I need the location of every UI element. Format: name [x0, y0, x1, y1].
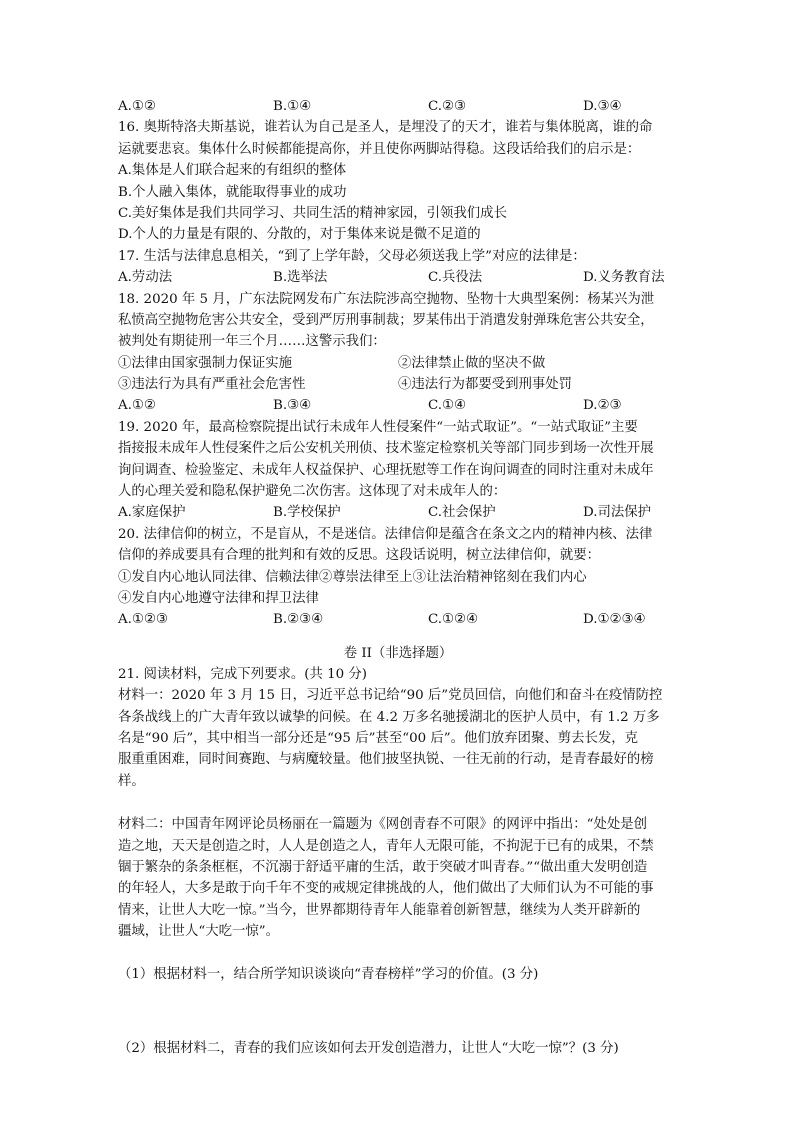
option-d: D.司法保护: [583, 505, 652, 521]
option-a: A.①②③: [118, 612, 168, 628]
q15-options: [118, 96, 678, 117]
q21-subquestion-2: （2）根据材料二，青春的我们应该如何去开发创造潜力，让世人“大吃一惊”？(3 分): [118, 1040, 619, 1056]
material-1-line: 各条战线上的广大青年致以诚挚的问候。在 4.2 万多名驰援湖北的医护人员中，有 1.2 万多: [118, 709, 660, 725]
q16-stem-line: 16. 奥斯特洛夫斯基说，谁若认为自己是圣人，是埋没了的天才，谁若与集体脱离，谁的命: [118, 120, 653, 136]
q20-statements: ④发自内心地遵守法律和捍卫法律: [118, 590, 319, 606]
q16-option-b: B.个人融入集体，就能取得事业的成功: [118, 184, 347, 200]
q20-options: [118, 609, 678, 630]
q16-option-d: D.个人的力量是有限的、分散的，对于集体来说是微不足道的: [118, 227, 481, 243]
material-2-line: 锢于繁杂的条条框框，不沉溺于舒适平庸的生活，敢于突破才叫青春。”“做出重大发明创造: [118, 859, 648, 875]
q18-statements-row: [118, 374, 678, 395]
q19-options: [118, 502, 678, 523]
option-b: B.②③④: [273, 612, 324, 628]
question-17: [118, 246, 678, 289]
q17-stem: 17. 生活与法律息息相关，“到了上学年龄，父母必须送我上学”对应的法律是：: [118, 248, 586, 264]
statement-1: ①法律由国家强制力保证实施: [118, 355, 293, 371]
q18-statements-row: [118, 353, 678, 374]
q19-stem-line: 19. 2020 年，最高检察院提出试行未成年人性侵案件“一站式取证”。“一站式取证”主要: [118, 419, 638, 435]
question-19: [118, 417, 678, 524]
question-20: [118, 524, 678, 631]
material-2-line: 疆域，让世人“大吃一惊”。: [118, 924, 279, 940]
statement-2: ②法律禁止做的坚决不做: [398, 355, 546, 371]
option-d: D.①②③④: [583, 612, 646, 628]
option-d: D.③④: [583, 99, 622, 114]
option-b: B.选举法: [273, 270, 328, 286]
option-a: A.①②: [118, 398, 156, 414]
option-b: B.③④: [273, 398, 312, 414]
material-1-line: 名是“90 后”，其中相当一部分还是“95 后”甚至“00 后”。他们放弃团聚、剪去长发，克: [118, 730, 639, 746]
option-a: A.家庭保护: [118, 505, 186, 521]
q18-options: [118, 395, 678, 416]
q19-stem-line: 询问调查、检验鉴定、未成年人权益保护、心理抚慰等工作在询问调查的同时注重对未成年: [118, 462, 654, 478]
q16-option-c: C.美好集体是我们共同学习、共同生活的精神家园，引领我们成长: [118, 205, 507, 221]
q19-stem-line: 人的心理关爱和隐私保护避免二次伤害。这体现了对未成年人的：: [118, 484, 507, 500]
q21-subquestion-1: （1）根据材料一，结合所学知识谈谈向“青春榜样”学习的价值。(3 分): [118, 967, 539, 983]
option-a: A.①②: [118, 99, 156, 114]
option-b: B.①④: [273, 99, 312, 114]
q17-options: [118, 267, 678, 288]
material-2: [118, 814, 678, 942]
option-c: C.社会保护: [428, 505, 496, 521]
question-21: [118, 664, 678, 1059]
statement-4: ④违法行为都要受到刑事处罚: [398, 377, 573, 393]
option-d: D.②③: [583, 398, 622, 414]
material-1-line: 样。: [118, 773, 145, 789]
q16-stem-line: 运就要悲哀。集体什么时候都能提高你，并且使你两脚站得稳。这段话给我们的启示是：: [118, 141, 641, 157]
option-c: C.①②④: [428, 612, 479, 628]
material-2-line: 造之地，天天是创造之时，人人是创造之人，青年人无限可能，不拘泥于已有的成果，不禁: [118, 838, 654, 854]
statement-3: ③违法行为具有严重社会危害性: [118, 377, 306, 393]
material-2-line: 的年轻人，大多是敢于向千年不变的戒规定律挑战的人，他们做出了大师们认为不可能的事: [118, 881, 654, 897]
question-18: [118, 289, 678, 417]
q19-stem-line: 指接报未成年人性侵案件之后公安机关刑侦、技术鉴定检察机关等部门同步到场一次性开展: [118, 441, 654, 457]
q21-stem: 21. 阅读材料，完成下列要求。(共 10 分): [118, 666, 368, 682]
q16-option-a: A.集体是人们联合起来的有组织的整体: [118, 163, 347, 179]
option-c: C.①④: [428, 398, 467, 414]
q20-stem-line: 20. 法律信仰的树立，不是盲从，不是迷信。法律信仰是蕴含在条文之内的精神内核、法律: [118, 526, 653, 542]
option-b: B.学校保护: [273, 505, 341, 521]
material-1-line: 服重重困难，同时间赛跑、与病魔较量。他们披坚执锐、一往无前的行动，是青春最好的榜: [118, 752, 654, 768]
option-c: C.②③: [428, 99, 467, 114]
q18-stem-line: 18. 2020 年 5 月，广东法院网发布广东法院涉高空抛物、坠物十大典型案例：杨某兴为泄: [118, 291, 655, 307]
material-1-line: 材料一：2020 年 3 月 15 日，习近平总书记给“90 后”党员回信，向他们和奋斗在疫情防控: [118, 688, 663, 704]
q18-stem-line: 被判处有期徒刑一年三个月……这警示我们：: [118, 334, 386, 350]
q20-statements: ①发自内心地认同法律、信赖法律②尊崇法律至上③让法治精神铭刻在我们内心: [118, 569, 587, 585]
material-2-line: 材料二：中国青年网评论员杨丽在一篇题为《网创青春不可限》的网评中指出：“处处是创: [118, 817, 648, 833]
q18-stem-line: 私愤高空抛物危害公共安全，受到严厉刑事制裁；罗某伟出于消遣发射弹珠危害公共安全，: [118, 312, 654, 328]
q20-stem-line: 信仰的养成要具有合理的批判和有效的反思。这段话说明，树立法律信仰，就要：: [118, 548, 601, 564]
option-a: A.劳动法: [118, 270, 173, 286]
option-d: D.义务教育法: [583, 270, 665, 286]
section-title: 卷 II（非选择题）: [343, 645, 453, 661]
material-2-line: 情来，让世人大吃一惊。”当今，世界都期待青年人能靠着创新智慧，继续为人类开辟新的: [118, 902, 641, 918]
option-c: C.兵役法: [428, 270, 483, 286]
exam-page: [118, 96, 678, 1059]
question-16: [118, 117, 678, 245]
material-1: [118, 685, 678, 792]
